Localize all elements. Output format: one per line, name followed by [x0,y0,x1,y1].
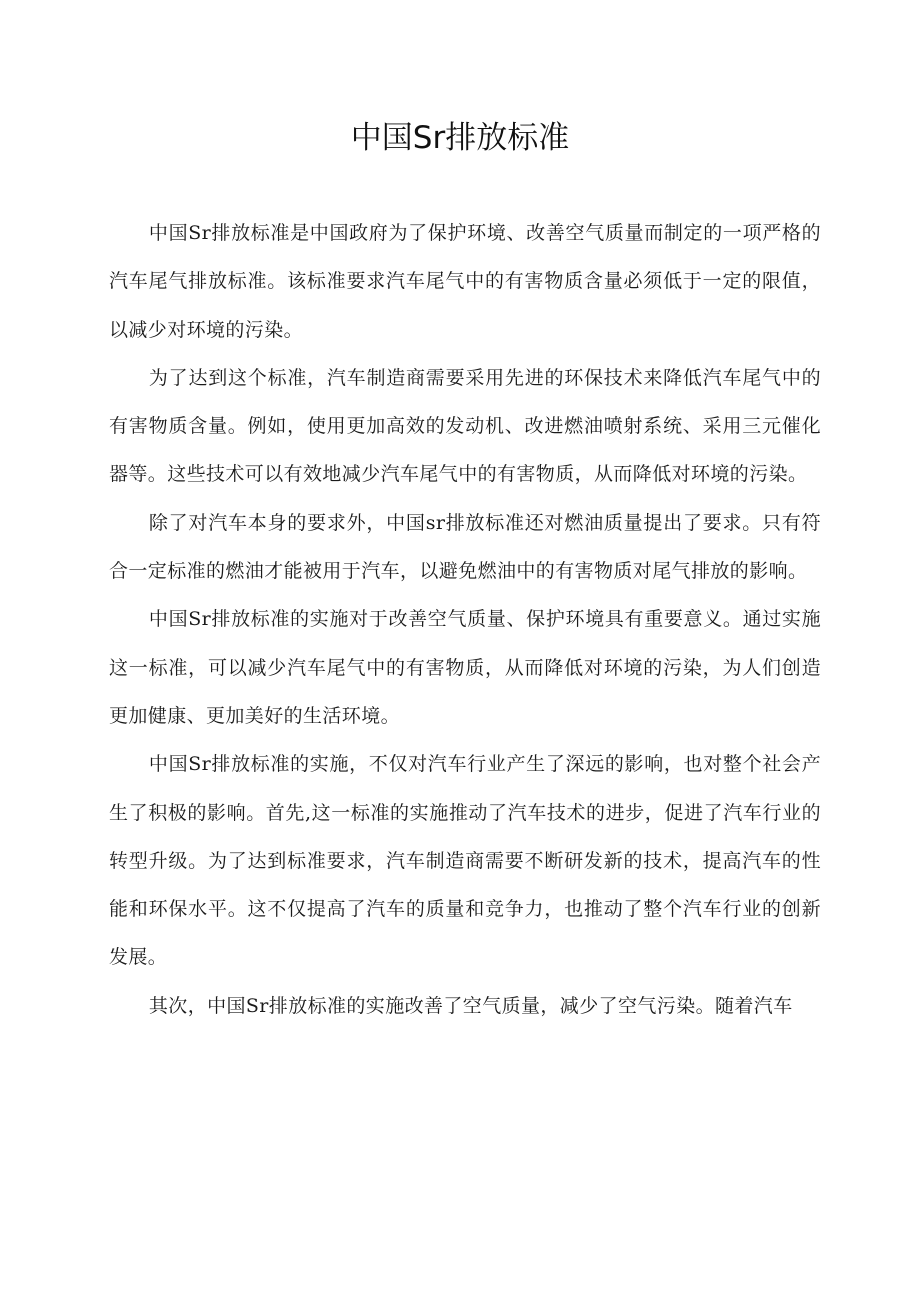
paragraph-3: 除了对汽车本身的要求外，中国sr排放标准还对燃油质量提出了要求。只有符合一定标准的燃油才能被用于汽车，以避免燃油中的有害物质对尾气排放的影响。 [109,511,821,583]
paragraph-1: 中国Sr排放标准是中国政府为了保护环境、改善空气质量而制定的一项严格的汽车尾气排放标准。该标准要求汽车尾气中的有害物质含量必须低于一定的限值，以减少对环境的污染。 [109,222,821,341]
paragraph-4: 中国Sr排放标准的实施对于改善空气质量、保护环境具有重要意义。通过实施这一标准，可以减少汽车尾气中的有害物质，从而降低对环境的污染，为人们创造更加健康、更加美好的生活环境。 [109,608,821,727]
paragraph-5: 中国Sr排放标准的实施，不仅对汽车行业产生了深远的影响，也对整个社会产生了积极的影响。首先,这一标准的实施推动了汽车技术的进步，促进了汽车行业的转型升级。为了达到标准要求，汽车制造商需要不断研发新的技术，提高汽车的性能和环保水平。这不仅提高了汽车的质量和竞争力，也推动了整个汽车行业的创新发展。 [109,753,821,969]
document-body [109,209,821,1030]
paragraph-6: 其次，中国Sr排放标准的实施改善了空气质量，减少了空气污染。随着汽车 [148,994,793,1017]
paragraph-2: 为了达到这个标准，汽车制造商需要采用先进的环保技术来降低汽车尾气中的有害物质含量。例如，使用更加高效的发动机、改进燃油喷射系统、采用三元催化器等。这些技术可以有效地减少汽车尾气中的有害物质，从而降低对环境的污染。 [109,366,821,486]
document-title: 中国Sr排放标准 [350,120,570,156]
